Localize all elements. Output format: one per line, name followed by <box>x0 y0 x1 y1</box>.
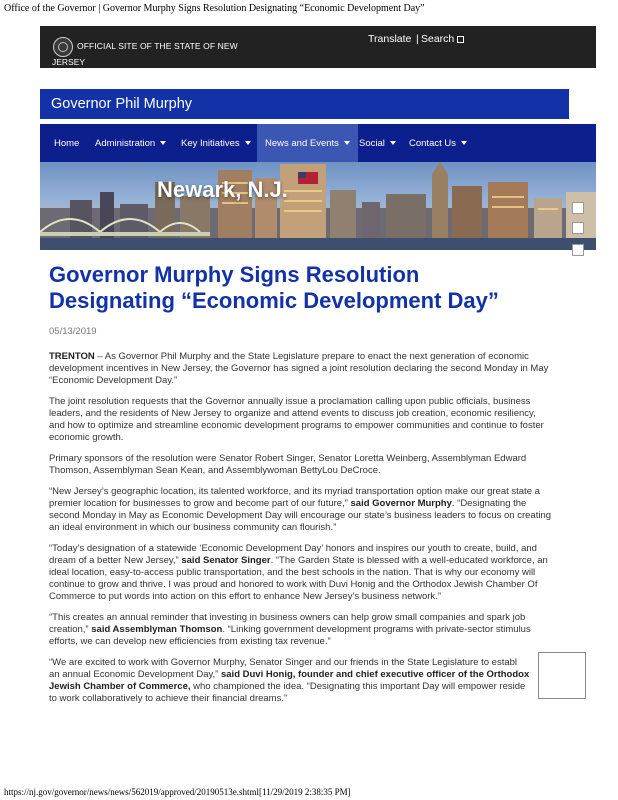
chevron-down-icon <box>344 141 350 145</box>
article-paragraph <box>49 486 554 534</box>
article-date: 05/13/2019 <box>49 326 97 337</box>
nav-social[interactable] <box>359 124 396 162</box>
quote-text: . “Linking government development programs with private-sector stimulus efforts, we can develop new efficiencies from existing tax revenue.” <box>49 624 531 647</box>
translate-link[interactable]: Translate <box>368 33 412 45</box>
nav-social-label: Social <box>359 137 385 149</box>
article-paragraph: Primary sponsors of the resolution were Senator Robert Singer, Senator Loretta Weinberg, Assemblyman Edward Thomson, Assemblyman Sean Kean, and Assemblywoman BettyLou DeCroce. <box>49 453 527 476</box>
side-share-button-3[interactable] <box>572 244 584 256</box>
speaker-attribution: said Governor Murphy <box>350 498 452 509</box>
quote-text: who championed the idea. “Designating this important Day will empower reside <box>190 681 526 692</box>
nav-contact-us-label: Contact Us <box>409 137 456 149</box>
article-paragraph: The joint resolution requests that the Governor annually issue a proclamation calling upon public officials, business leaders, and the residents of New Jersey to organize and attend events to discuss job creation, economic resiliency, and how to optimize and streamline economic development programs to empower communities and continue to foster economic growth. <box>49 396 544 443</box>
nav-home[interactable] <box>54 124 79 162</box>
search-icon <box>457 36 464 43</box>
chevron-down-icon <box>160 141 166 145</box>
newark-skyline-image <box>40 162 596 250</box>
article-headline: Governor Murphy Signs Resolution Designating “Economic Development Day” <box>49 262 499 313</box>
nav-key-initiatives-label: Key Initiatives <box>181 137 240 149</box>
quote-text: . “Designating the second Monday in May as Economic Development Day will encourage our state’s business leaders to focus on creating an ideal environment in which our business community can flourish.” <box>49 498 552 533</box>
quote-text: “This creates an annual reminder that investing in business owners can help grow small companies and spark job creation,” <box>49 612 526 635</box>
paragraph-text: – As Governor Phil Murphy and the State Legislature prepare to enact the next generation of economic development incentives in New Jersey, the Governor has signed a joint resolution declaring the second Monday in May “Economic Development Day.” <box>49 351 549 386</box>
topbar-separator: | <box>416 33 419 45</box>
floating-widget[interactable] <box>538 652 586 699</box>
nav-home-label: Home <box>54 137 80 149</box>
nav-contact-us[interactable] <box>409 124 467 162</box>
print-header: Office of the Governor | Governor Murphy Signs Resolution Designating “Economic Development Day” <box>4 3 425 14</box>
hero-title: Newark, N.J. <box>157 177 288 202</box>
article-paragraph <box>49 657 554 705</box>
search-link[interactable] <box>421 33 464 45</box>
quote-text: to work collaboratively to achieve their financial dreams.” <box>49 693 288 704</box>
nav-administration[interactable] <box>95 124 166 162</box>
article-body <box>49 351 554 714</box>
speaker-attribution: said Duvi Honig, founder and chief executive officer of the Orthodox Jewish Chamber of Commerce, <box>49 669 530 692</box>
site-title-bar <box>40 89 569 119</box>
nav-administration-label: Administration <box>95 137 156 149</box>
article-paragraph <box>49 543 554 603</box>
site-title[interactable]: Governor Phil Murphy <box>51 96 193 112</box>
nav-news-and-events-label: News and Events <box>265 137 339 149</box>
chevron-down-icon <box>390 141 396 145</box>
chevron-down-icon <box>245 141 251 145</box>
article-paragraph <box>49 351 554 387</box>
hero-banner <box>40 162 596 250</box>
official-site-text: OFFICIAL SITE OF THE STATE OF NEW <box>77 41 238 51</box>
print-footer: https://nj.gov/governor/news/news/562019/approved/20190513e.shtml[11/29/2019 2:38:35 PM] <box>4 787 351 797</box>
nj-seal-icon <box>53 37 73 57</box>
nav-key-initiatives[interactable] <box>181 124 251 162</box>
official-site-bar <box>40 26 596 68</box>
quote-text: . “The Garden State is blessed with a well-educated workforce, an ideal location, easy-to-access public transportation, and the best schools in the nation. That is why our economy will continue to grow and thrive. I was proud and honored to work with Duvi Honig and the Orthodox Jewish Chamber Of Commerce to put words into action on this effort to enhance New Jersey’s business network.” <box>49 555 548 602</box>
official-site-text-2: JERSEY <box>52 57 86 67</box>
search-label: Search <box>421 33 455 45</box>
speaker-attribution: said Assemblyman Thomson <box>91 624 223 635</box>
side-share-button-1[interactable] <box>572 202 584 214</box>
quote-text: “New Jersey’s geographic location, its talented workforce, and its myriad transportation option make our great state a premier location for businesses to grow and become part of our future,” <box>49 486 540 509</box>
chevron-down-icon <box>461 141 467 145</box>
side-share-button-2[interactable] <box>572 222 584 234</box>
main-nav <box>40 124 596 162</box>
quote-text: an annual Economic Development Day,” <box>49 669 221 680</box>
speaker-attribution: said Senator Singer <box>181 555 271 566</box>
article-paragraph <box>49 612 554 648</box>
nav-news-and-events[interactable] <box>257 124 358 162</box>
quote-text: “Today’s designation of a statewide ‘Economic Development Day’ honors and inspires our youth to create, build, and dream of a better New Jersey,” <box>49 543 537 566</box>
quote-text: “We are excited to work with Governor Murphy, Senator Singer and our friends in the State Legislature to establ <box>49 657 518 668</box>
dateline: TRENTON <box>49 351 95 362</box>
